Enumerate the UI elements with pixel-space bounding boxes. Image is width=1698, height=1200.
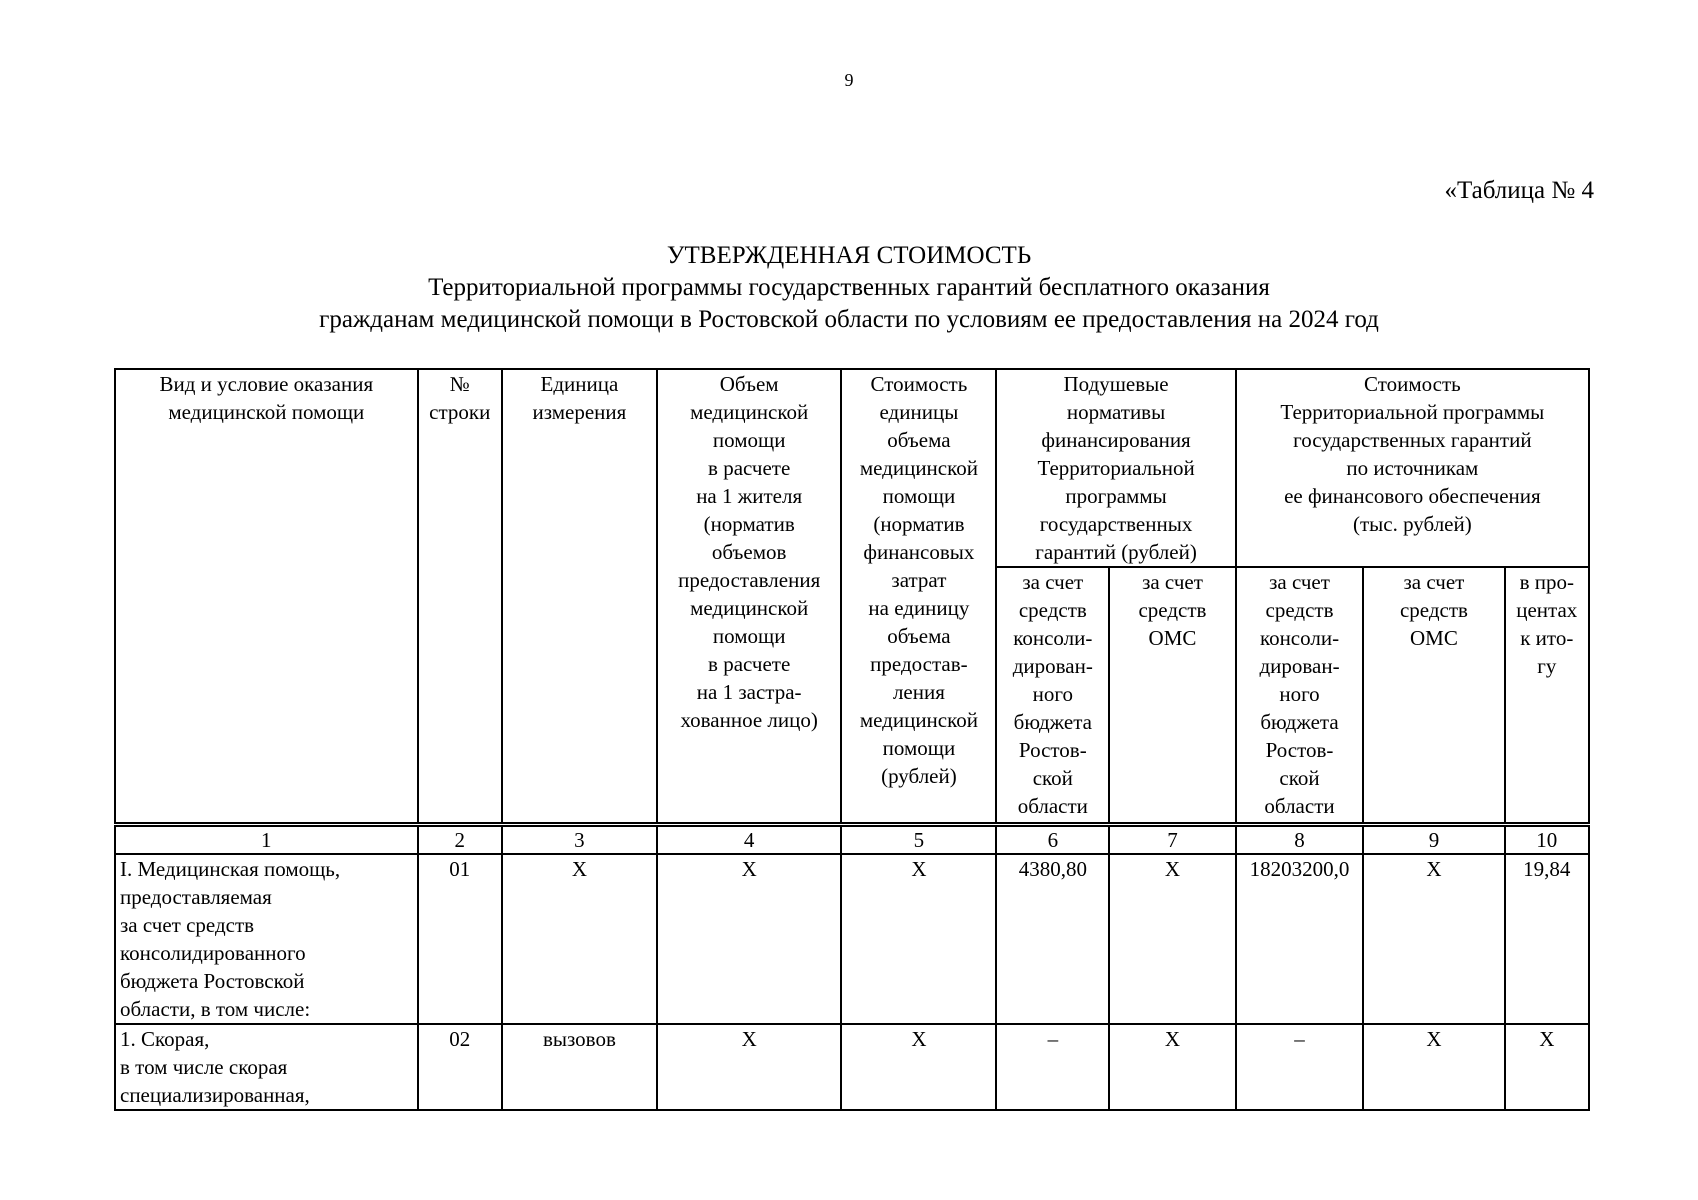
row-volume: X	[657, 854, 842, 1024]
title-line-3: гражданам медицинской помощи в Ростовской области по условиям ее предоставления на 2024 год	[319, 306, 1379, 333]
row-volume: X	[657, 1024, 842, 1110]
header-col-5: Стоимость единицы объема медицинской помощи (норматив финансовых затрат на единицу объема предостав- ления медицинской помощи (рублей)	[841, 369, 996, 825]
row-unit-cost: X	[841, 854, 996, 1024]
cost-table	[114, 368, 1590, 1111]
column-number: 10	[1505, 825, 1589, 855]
row-name: I. Медицинская помощь, предоставляемая за счет средств консолидированного бюджета Ростовской области, в том числе:	[115, 854, 418, 1024]
header-col-3: Единица измерения	[502, 369, 657, 825]
document-title	[0, 240, 1698, 336]
column-number: 1	[115, 825, 418, 855]
row-unit: вызовов	[502, 1024, 657, 1110]
row-cost-oms: X	[1363, 1024, 1504, 1110]
header-col-8: за счет средств консоли- дирован- ного бюджета Ростов- ской области	[1236, 567, 1364, 825]
header-row-top	[115, 369, 1589, 567]
header-group-per-capita: Подушевые нормативы финансирования Территориальной программы государственных гарантий (рублей)	[996, 369, 1235, 567]
row-per-capita-budget: 4380,80	[996, 854, 1109, 1024]
column-number-row	[115, 825, 1589, 855]
column-number: 3	[502, 825, 657, 855]
column-number: 9	[1363, 825, 1504, 855]
table-row	[115, 1024, 1589, 1110]
title-line-2: Территориальной программы государственных гарантий бесплатного оказания	[428, 274, 1270, 301]
row-unit: X	[502, 854, 657, 1024]
column-number: 5	[841, 825, 996, 855]
header-col-9: за счет средств ОМС	[1363, 567, 1504, 825]
row-percent: X	[1505, 1024, 1589, 1110]
table-row	[115, 854, 1589, 1024]
column-number: 6	[996, 825, 1109, 855]
header-col-7: за счет средств ОМС	[1109, 567, 1236, 825]
column-number: 8	[1236, 825, 1364, 855]
row-cost-budget: –	[1236, 1024, 1364, 1110]
header-col-10: в про- центах к ито- гу	[1505, 567, 1589, 825]
header-col-2: № строки	[418, 369, 502, 825]
row-number: 01	[418, 854, 502, 1024]
row-per-capita-oms: X	[1109, 1024, 1236, 1110]
row-number: 02	[418, 1024, 502, 1110]
table-label: «Таблица № 4	[1444, 177, 1594, 204]
header-col-1: Вид и условие оказания медицинской помощи	[115, 369, 418, 825]
row-per-capita-oms: X	[1109, 854, 1236, 1024]
row-name: 1. Скорая, в том числе скорая специализированная,	[115, 1024, 418, 1110]
header-col-4: Объем медицинской помощи в расчете на 1 жителя (норматив объемов предоставления медицинской помощи в расчете на 1 застра- хованное лицо)	[657, 369, 842, 825]
page-number: 9	[844, 70, 854, 90]
title-line-1: УТВЕРЖДЕННАЯ СТОИМОСТЬ	[666, 242, 1032, 269]
column-number: 2	[418, 825, 502, 855]
column-number: 4	[657, 825, 842, 855]
header-group-program-cost: Стоимость Территориальной программы государственных гарантий по источникам ее финансового обеспечения (тыс. рублей)	[1236, 369, 1589, 567]
column-number: 7	[1109, 825, 1236, 855]
row-cost-budget: 18203200,0	[1236, 854, 1364, 1024]
header-col-6: за счет средств консоли- дирован- ного бюджета Ростов- ской области	[996, 567, 1109, 825]
row-cost-oms: X	[1363, 854, 1504, 1024]
row-percent: 19,84	[1505, 854, 1589, 1024]
row-per-capita-budget: –	[996, 1024, 1109, 1110]
row-unit-cost: X	[841, 1024, 996, 1110]
